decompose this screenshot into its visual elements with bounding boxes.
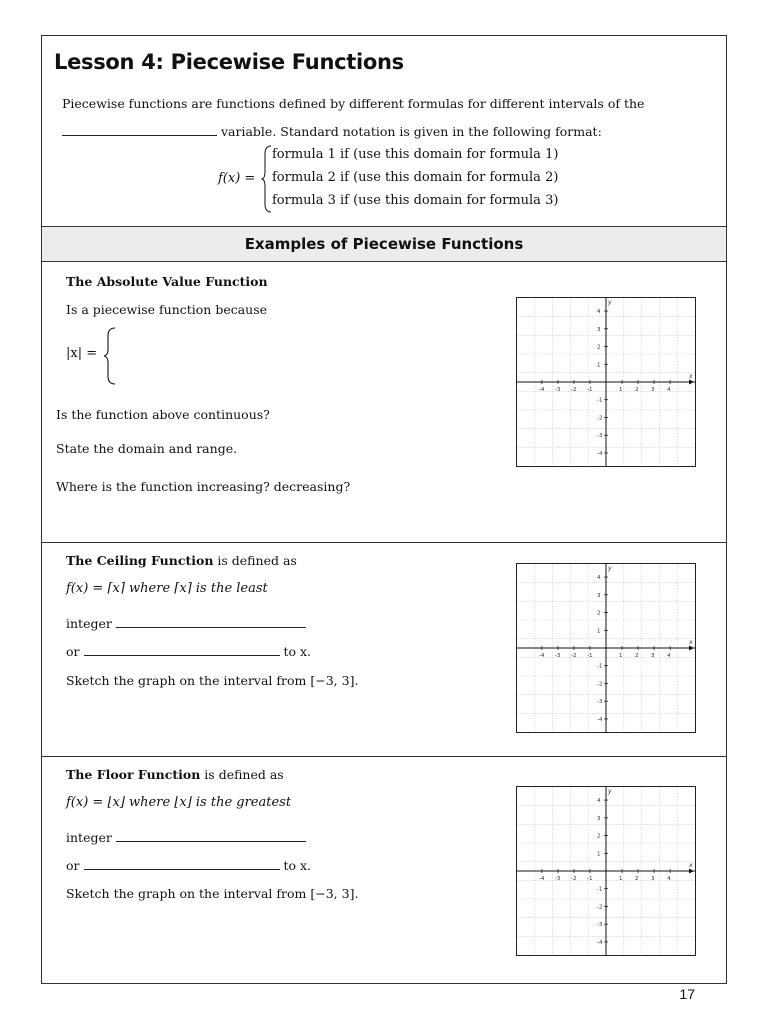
absolute-line-1: Is a piecewise function because — [66, 302, 268, 317]
absolute-graph[interactable] — [516, 297, 696, 467]
x-tick-label: -4 — [538, 653, 545, 659]
x-axis-label: x — [689, 373, 693, 380]
absolute-question-1: Is the function above continuous? — [56, 407, 270, 422]
x-tick-label: 1 — [619, 876, 623, 882]
y-axis-label: y — [608, 565, 612, 572]
x-tick-label: -4 — [538, 387, 545, 393]
x-tick-label: -3 — [554, 876, 561, 882]
coordinate-grid — [517, 787, 695, 955]
x-tick-label: -3 — [554, 653, 561, 659]
y-tick-label: -3 — [597, 699, 603, 706]
x-tick-label: -3 — [554, 387, 561, 393]
ceiling-heading: The Ceiling Function — [66, 553, 214, 568]
y-tick-label: -3 — [597, 433, 603, 440]
notation-row-2: formula 2 if (use this domain for formula 2) — [272, 170, 559, 185]
ceiling-to-x: to x. — [283, 644, 312, 659]
y-tick-label: 2 — [597, 833, 601, 840]
page-number: 17 — [679, 986, 695, 1002]
floor-definition: f(x) = ⌊x⌋ where ⌊x⌋ is the greatest — [66, 795, 292, 810]
intro-line-1: Piecewise functions are functions defined by different formulas for different intervals of the — [62, 96, 645, 111]
ceiling-heading-line — [66, 553, 297, 568]
y-tick-label: 3 — [597, 592, 601, 599]
worksheet-frame — [41, 35, 727, 984]
x-tick-label: 4 — [667, 653, 671, 659]
notation-row-3: formula 3 if (use this domain for formula 3) — [272, 193, 559, 208]
ceiling-heading-rest: is defined as — [213, 553, 297, 568]
x-tick-label: 2 — [635, 876, 639, 882]
x-tick-label: 3 — [651, 387, 655, 393]
coordinate-grid — [517, 298, 695, 466]
floor-heading-line — [66, 767, 284, 782]
intro-line-2 — [62, 124, 602, 139]
notation-row-1: formula 1 if (use this domain for formula 1) — [272, 147, 559, 162]
x-tick-label: -1 — [586, 387, 593, 393]
y-tick-label: 1 — [597, 851, 601, 858]
x-tick-label: 3 — [651, 876, 655, 882]
y-tick-label: -2 — [597, 415, 603, 422]
y-tick-label: 1 — [597, 362, 601, 369]
y-tick-label: -4 — [597, 450, 603, 457]
floor-or-line — [66, 858, 311, 873]
x-axis-arrow — [689, 646, 694, 651]
x-tick-label: -1 — [586, 653, 593, 659]
section-banner: Examples of Piecewise Functions — [42, 226, 726, 262]
absolute-heading: The Absolute Value Function — [66, 274, 268, 289]
y-tick-label: -4 — [597, 939, 603, 946]
y-axis-label: y — [608, 788, 612, 795]
ceiling-or-line — [66, 644, 311, 659]
absolute-question-2: State the domain and range. — [56, 441, 238, 456]
ceiling-integer-label: integer — [66, 616, 112, 631]
ceiling-sketch-instruction: Sketch the graph on the interval from [−3, 3]. — [66, 673, 359, 688]
y-tick-label: -1 — [597, 886, 603, 893]
ceiling-or-label: or — [66, 644, 80, 659]
ceiling-or-blank[interactable] — [84, 644, 280, 656]
ceiling-definition: f(x) = ⌈x⌉ where ⌈x⌉ is the least — [66, 581, 268, 596]
x-tick-label: -1 — [586, 876, 593, 882]
x-tick-label: 1 — [619, 653, 623, 659]
floor-integer-blank[interactable] — [116, 830, 306, 842]
absolute-question-3: Where is the function increasing? decreasing? — [56, 479, 351, 494]
y-tick-label: 4 — [597, 798, 601, 805]
floor-integer-label: integer — [66, 830, 112, 845]
floor-heading: The Floor Function — [66, 767, 201, 782]
floor-heading-rest: is defined as — [200, 767, 284, 782]
x-axis-label: x — [689, 862, 693, 869]
y-tick-label: -2 — [597, 904, 603, 911]
page-title: Lesson 4: Piecewise Functions — [54, 50, 404, 74]
x-axis-arrow — [689, 380, 694, 385]
y-tick-label: 2 — [597, 344, 601, 351]
y-tick-label: -3 — [597, 922, 603, 929]
floor-to-x: to x. — [283, 858, 312, 873]
x-tick-label: 3 — [651, 653, 655, 659]
x-tick-label: 2 — [635, 387, 639, 393]
section-divider — [42, 756, 726, 757]
x-axis-arrow — [689, 869, 694, 874]
y-tick-label: -1 — [597, 663, 603, 670]
ceiling-integer-blank[interactable] — [116, 616, 306, 628]
y-axis-label: y — [608, 299, 612, 306]
y-tick-label: -1 — [597, 397, 603, 404]
x-tick-label: -2 — [570, 387, 577, 393]
absolute-lhs: |x| = — [66, 346, 98, 361]
y-tick-label: -4 — [597, 716, 603, 723]
y-tick-label: 2 — [597, 610, 601, 617]
y-tick-label: -2 — [597, 681, 603, 688]
y-tick-label: 1 — [597, 628, 601, 635]
absolute-brace — [103, 326, 117, 386]
floor-or-blank[interactable] — [84, 858, 280, 870]
x-tick-label: 4 — [667, 876, 671, 882]
answer-blank[interactable] — [62, 124, 217, 136]
ceiling-integer-line — [66, 616, 306, 631]
x-axis-label: x — [689, 639, 693, 646]
coordinate-grid — [517, 564, 695, 732]
ceiling-graph[interactable] — [516, 563, 696, 733]
x-tick-label: -2 — [570, 876, 577, 882]
x-tick-label: 1 — [619, 387, 623, 393]
section-divider — [42, 542, 726, 543]
notation-lhs: f(x) = — [218, 171, 256, 186]
intro-line-2-text: variable. Standard notation is given in the following format: — [220, 124, 602, 139]
floor-or-label: or — [66, 858, 80, 873]
y-tick-label: 3 — [597, 326, 601, 333]
floor-sketch-instruction: Sketch the graph on the interval from [−3, 3]. — [66, 886, 359, 901]
x-tick-label: 2 — [635, 653, 639, 659]
y-tick-label: 4 — [597, 575, 601, 582]
y-tick-label: 4 — [597, 309, 601, 316]
x-tick-label: 4 — [667, 387, 671, 393]
x-tick-label: -4 — [538, 876, 545, 882]
x-tick-label: -2 — [570, 653, 577, 659]
y-tick-label: 3 — [597, 815, 601, 822]
floor-graph[interactable] — [516, 786, 696, 956]
floor-integer-line — [66, 830, 306, 845]
